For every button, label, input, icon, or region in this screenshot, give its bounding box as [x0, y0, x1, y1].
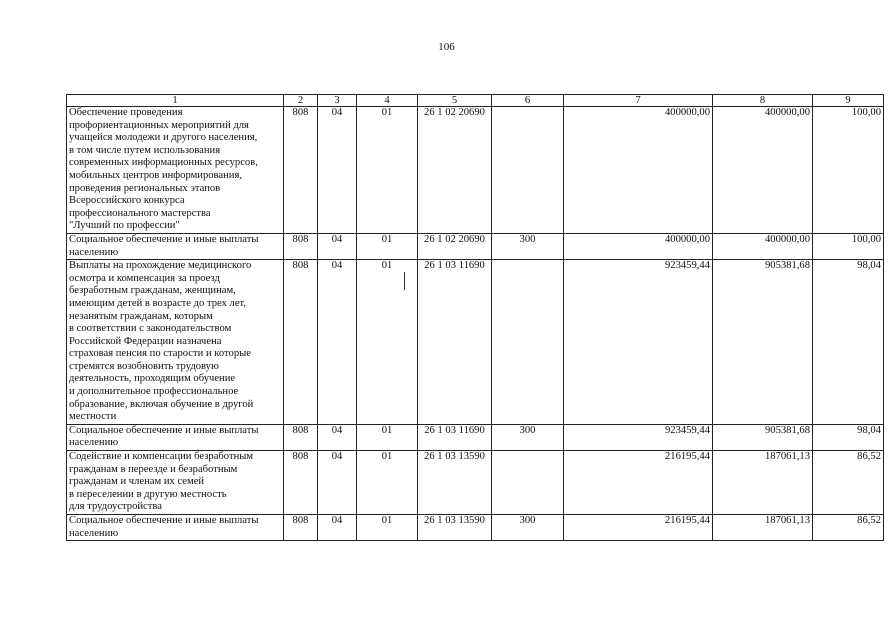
cell-col7: 923459,44 — [564, 424, 713, 450]
cell-col5: 26 1 03 11690 — [418, 424, 492, 450]
cell-col9: 100,00 — [813, 107, 884, 234]
cell-col7: 400000,00 — [564, 233, 713, 259]
scan-mark — [404, 272, 405, 290]
cell-col7: 216195,44 — [564, 515, 713, 541]
cell-col9: 86,52 — [813, 451, 884, 515]
table-row — [67, 233, 884, 259]
cell-col5: 26 1 02 20690 — [418, 233, 492, 259]
cell-col5: 26 1 02 20690 — [418, 107, 492, 234]
header-cell: 9 — [813, 95, 884, 107]
table-row — [67, 424, 884, 450]
cell-col2: 808 — [284, 107, 318, 234]
cell-col3: 04 — [318, 424, 357, 450]
cell-col8: 187061,13 — [713, 451, 813, 515]
header-cell: 7 — [564, 95, 713, 107]
cell-col8: 400000,00 — [713, 233, 813, 259]
header-cell: 5 — [418, 95, 492, 107]
row-description: Социальное обеспечение и иные выплаты населению — [67, 233, 284, 259]
cell-col3: 04 — [318, 451, 357, 515]
header-cell: 6 — [492, 95, 564, 107]
row-description: Содействие и компенсации безработным гражданам в переезде и безработным гражданам и членам их семей в переселении в другую местность для трудоустройства — [67, 451, 284, 515]
cell-col2: 808 — [284, 260, 318, 425]
cell-col8: 905381,68 — [713, 424, 813, 450]
cell-col3: 04 — [318, 233, 357, 259]
cell-col5: 26 1 03 11690 — [418, 260, 492, 425]
cell-col6: 300 — [492, 233, 564, 259]
cell-col4: 01 — [357, 424, 418, 450]
cell-col6 — [492, 260, 564, 425]
cell-col5: 26 1 03 13590 — [418, 515, 492, 541]
row-description: Социальное обеспечение и иные выплаты населению — [67, 515, 284, 541]
header-cell: 4 — [357, 95, 418, 107]
row-description: Обеспечение проведения профориентационных мероприятий для учащейся молодежи и другого населения, в том числе путем использования современных информационных ресурсов, мобильных центров информирования, проведения региональных этапов Всероссийского конкурса профессионального мастерства "Лучший по профессии" — [67, 107, 284, 234]
cell-col5: 26 1 03 13590 — [418, 451, 492, 515]
cell-col9: 86,52 — [813, 515, 884, 541]
cell-col3: 04 — [318, 515, 357, 541]
cell-col6: 300 — [492, 424, 564, 450]
cell-col6 — [492, 107, 564, 234]
cell-col7: 923459,44 — [564, 260, 713, 425]
cell-col8: 400000,00 — [713, 107, 813, 234]
table-row — [67, 515, 884, 541]
page-number: 106 — [438, 41, 455, 53]
cell-col4: 01 — [357, 260, 418, 425]
cell-col9: 100,00 — [813, 233, 884, 259]
cell-col6: 300 — [492, 515, 564, 541]
header-cell: 2 — [284, 95, 318, 107]
row-description: Социальное обеспечение и иные выплаты населению — [67, 424, 284, 450]
cell-col8: 905381,68 — [713, 260, 813, 425]
cell-col2: 808 — [284, 451, 318, 515]
cell-col3: 04 — [318, 107, 357, 234]
cell-col9: 98,04 — [813, 424, 884, 450]
cell-col6 — [492, 451, 564, 515]
table-row — [67, 451, 884, 515]
table-header-row — [67, 95, 884, 107]
cell-col4: 01 — [357, 515, 418, 541]
cell-col7: 216195,44 — [564, 451, 713, 515]
budget-table — [66, 94, 884, 541]
header-cell: 1 — [67, 95, 284, 107]
cell-col3: 04 — [318, 260, 357, 425]
cell-col4: 01 — [357, 107, 418, 234]
header-cell: 3 — [318, 95, 357, 107]
cell-col2: 808 — [284, 233, 318, 259]
cell-col2: 808 — [284, 424, 318, 450]
row-description: Выплаты на прохождение медицинского осмотра и компенсация за проезд безработным гражданам, женщинам, имеющим детей в возрасте до трех лет, незанятым гражданам, которым в соответствии с законодательством Российской Федерации назначена страховая пенсия по старости и которые стремятся возобновить трудовую деятельность, проходящим обучение и дополнительное профессиональное образование, включая обучение в другой местности — [67, 260, 284, 425]
cell-col8: 187061,13 — [713, 515, 813, 541]
cell-col9: 98,04 — [813, 260, 884, 425]
table-row — [67, 260, 884, 425]
cell-col4: 01 — [357, 233, 418, 259]
cell-col4: 01 — [357, 451, 418, 515]
header-cell: 8 — [713, 95, 813, 107]
cell-col2: 808 — [284, 515, 318, 541]
table-row — [67, 107, 884, 234]
cell-col7: 400000,00 — [564, 107, 713, 234]
